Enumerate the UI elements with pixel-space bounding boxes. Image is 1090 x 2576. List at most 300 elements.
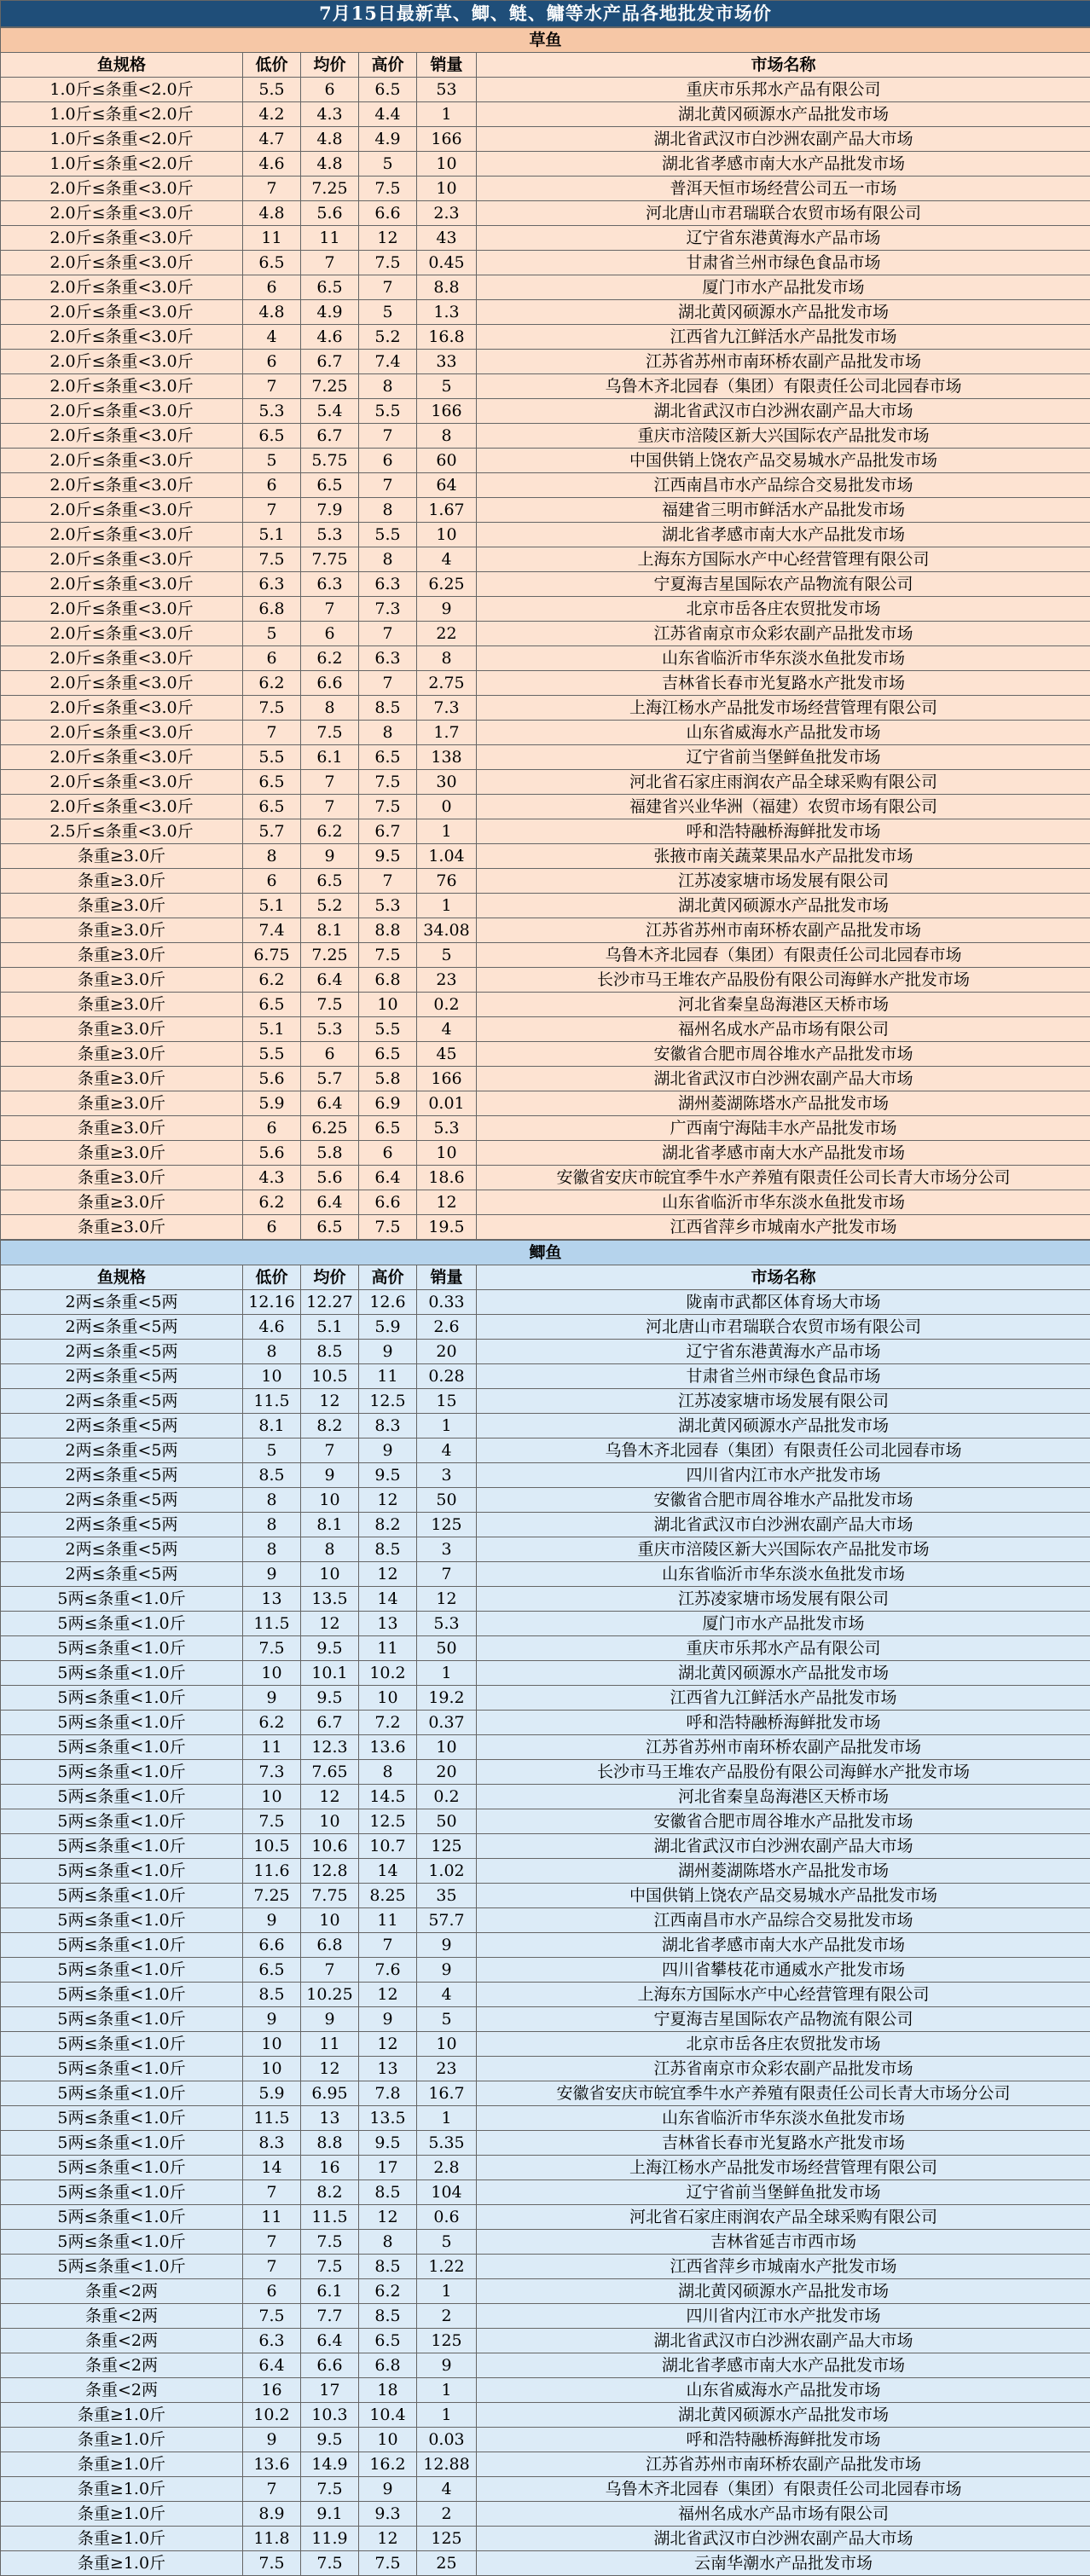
table-row bbox=[1, 671, 1090, 696]
table-row bbox=[1, 2353, 1090, 2378]
avg-price-cell: 11 bbox=[301, 226, 359, 251]
table-row bbox=[1, 1463, 1090, 1488]
high-price-cell: 5.5 bbox=[359, 399, 417, 424]
market-name-cell: 辽宁省东港黄海水产品市场 bbox=[477, 1340, 1090, 1364]
col-header-avg: 均价 bbox=[301, 1265, 359, 1290]
market-name-cell: 湖北省孝感市南大水产品批发市场 bbox=[477, 1933, 1090, 1958]
market-name-cell: 河北省石家庄雨润农产品全球采购有限公司 bbox=[477, 2205, 1090, 2230]
market-name-cell: 安徽省合肥市周谷堆水产品批发市场 bbox=[477, 1042, 1090, 1067]
spec-cell: 2两≤条重<5两 bbox=[1, 1463, 243, 1488]
col-header-high: 高价 bbox=[359, 53, 417, 78]
volume-cell: 5 bbox=[417, 943, 477, 968]
avg-price-cell: 11.5 bbox=[301, 2205, 359, 2230]
high-price-cell: 6.5 bbox=[359, 2329, 417, 2353]
avg-price-cell: 5.8 bbox=[301, 1141, 359, 1166]
low-price-cell: 6.2 bbox=[243, 968, 301, 993]
market-name-cell: 安徽省安庆市皖宜季牛水产养殖有限责任公司长青大市场分公司 bbox=[477, 1166, 1090, 1190]
avg-price-cell: 8.1 bbox=[301, 1513, 359, 1537]
spec-cell: 5两≤条重<1.0斤 bbox=[1, 1834, 243, 1859]
low-price-cell: 5.5 bbox=[243, 745, 301, 770]
low-price-cell: 8.3 bbox=[243, 2131, 301, 2156]
volume-cell: 125 bbox=[417, 2527, 477, 2551]
volume-cell: 19.5 bbox=[417, 1215, 477, 1240]
spec-cell: 2.0斤≤条重<3.0斤 bbox=[1, 449, 243, 473]
spec-cell: 5两≤条重<1.0斤 bbox=[1, 1661, 243, 1686]
volume-cell: 1 bbox=[417, 894, 477, 918]
avg-price-cell: 9.5 bbox=[301, 1636, 359, 1661]
spec-cell: 2两≤条重<5两 bbox=[1, 1389, 243, 1414]
volume-cell: 0.2 bbox=[417, 993, 477, 1017]
low-price-cell: 7.5 bbox=[243, 696, 301, 721]
spec-cell: 条重≥1.0斤 bbox=[1, 2428, 243, 2452]
volume-cell: 1.04 bbox=[417, 844, 477, 869]
table-row bbox=[1, 523, 1090, 547]
table-row bbox=[1, 177, 1090, 201]
volume-cell: 0 bbox=[417, 795, 477, 819]
spec-cell: 2两≤条重<5两 bbox=[1, 1513, 243, 1537]
low-price-cell: 6.2 bbox=[243, 671, 301, 696]
avg-price-cell: 10 bbox=[301, 1488, 359, 1513]
high-price-cell: 6 bbox=[359, 1141, 417, 1166]
table-row bbox=[1, 2032, 1090, 2057]
table-row bbox=[1, 1612, 1090, 1636]
low-price-cell: 6 bbox=[243, 1215, 301, 1240]
spec-cell: 条重<2两 bbox=[1, 2329, 243, 2353]
spec-cell: 2两≤条重<5两 bbox=[1, 1439, 243, 1463]
spec-cell: 2.0斤≤条重<3.0斤 bbox=[1, 473, 243, 498]
table-row bbox=[1, 844, 1090, 869]
low-price-cell: 8.5 bbox=[243, 1983, 301, 2007]
volume-cell: 2.75 bbox=[417, 671, 477, 696]
high-price-cell: 8 bbox=[359, 1760, 417, 1785]
high-price-cell: 10.2 bbox=[359, 1661, 417, 1686]
spec-cell: 2.0斤≤条重<3.0斤 bbox=[1, 498, 243, 523]
market-name-cell: 湖北省武汉市白沙洲农副产品大市场 bbox=[477, 2329, 1090, 2353]
avg-price-cell: 6.7 bbox=[301, 350, 359, 374]
avg-price-cell: 6.4 bbox=[301, 1190, 359, 1215]
market-name-cell: 云南华潮水产品批发市场 bbox=[477, 2551, 1090, 2576]
spec-cell: 1.0斤≤条重<2.0斤 bbox=[1, 127, 243, 152]
low-price-cell: 7 bbox=[243, 177, 301, 201]
title-row bbox=[1, 1, 1090, 27]
volume-cell: 12 bbox=[417, 1587, 477, 1612]
avg-price-cell: 7 bbox=[301, 795, 359, 819]
spec-cell: 1.0斤≤条重<2.0斤 bbox=[1, 102, 243, 127]
volume-cell: 10 bbox=[417, 1141, 477, 1166]
table-row bbox=[1, 770, 1090, 795]
volume-cell: 10 bbox=[417, 2032, 477, 2057]
section-table-carp bbox=[0, 1240, 1090, 2576]
table-row bbox=[1, 894, 1090, 918]
spec-cell: 5两≤条重<1.0斤 bbox=[1, 2032, 243, 2057]
avg-price-cell: 7.5 bbox=[301, 993, 359, 1017]
high-price-cell: 17 bbox=[359, 2156, 417, 2180]
high-price-cell: 8.5 bbox=[359, 1537, 417, 1562]
market-name-cell: 湖北黄冈硕源水产品批发市场 bbox=[477, 2279, 1090, 2304]
market-name-cell: 河北省石家庄雨润农产品全球采购有限公司 bbox=[477, 770, 1090, 795]
table-row bbox=[1, 1636, 1090, 1661]
volume-cell: 0.28 bbox=[417, 1364, 477, 1389]
low-price-cell: 7.5 bbox=[243, 1636, 301, 1661]
table-row bbox=[1, 350, 1090, 374]
spec-cell: 5两≤条重<1.0斤 bbox=[1, 2057, 243, 2081]
table-row bbox=[1, 943, 1090, 968]
avg-price-cell: 7.65 bbox=[301, 1760, 359, 1785]
low-price-cell: 10.2 bbox=[243, 2403, 301, 2428]
spec-cell: 5两≤条重<1.0斤 bbox=[1, 1983, 243, 2007]
low-price-cell: 7 bbox=[243, 2255, 301, 2279]
market-name-cell: 甘肃省兰州市绿色食品市场 bbox=[477, 251, 1090, 275]
high-price-cell: 6.2 bbox=[359, 2279, 417, 2304]
spec-cell: 条重≥3.0斤 bbox=[1, 993, 243, 1017]
volume-cell: 10 bbox=[417, 177, 477, 201]
avg-price-cell: 7.5 bbox=[301, 721, 359, 745]
volume-cell: 5.35 bbox=[417, 2131, 477, 2156]
spec-cell: 5两≤条重<1.0斤 bbox=[1, 2007, 243, 2032]
avg-price-cell: 5.1 bbox=[301, 1315, 359, 1340]
spec-cell: 2.0斤≤条重<3.0斤 bbox=[1, 523, 243, 547]
section-table-grass bbox=[0, 27, 1090, 1240]
high-price-cell: 6.9 bbox=[359, 1091, 417, 1116]
high-price-cell: 8.5 bbox=[359, 2304, 417, 2329]
avg-price-cell: 8.2 bbox=[301, 1414, 359, 1439]
low-price-cell: 4.2 bbox=[243, 102, 301, 127]
low-price-cell: 9 bbox=[243, 1562, 301, 1587]
avg-price-cell: 6 bbox=[301, 78, 359, 102]
spec-cell: 条重≥3.0斤 bbox=[1, 844, 243, 869]
volume-cell: 12.88 bbox=[417, 2452, 477, 2477]
spec-cell: 5两≤条重<1.0斤 bbox=[1, 2255, 243, 2279]
avg-price-cell: 4.3 bbox=[301, 102, 359, 127]
table-row bbox=[1, 646, 1090, 671]
market-name-cell: 山东省临沂市华东淡水鱼批发市场 bbox=[477, 1190, 1090, 1215]
high-price-cell: 14 bbox=[359, 1859, 417, 1884]
table-row bbox=[1, 869, 1090, 894]
low-price-cell: 4.8 bbox=[243, 300, 301, 325]
table-row bbox=[1, 300, 1090, 325]
avg-price-cell: 10.1 bbox=[301, 1661, 359, 1686]
avg-price-cell: 7 bbox=[301, 251, 359, 275]
avg-price-cell: 9.5 bbox=[301, 1686, 359, 1711]
low-price-cell: 5.9 bbox=[243, 1091, 301, 1116]
volume-cell: 0.03 bbox=[417, 2428, 477, 2452]
avg-price-cell: 8 bbox=[301, 696, 359, 721]
market-name-cell: 湖北省武汉市白沙洲农副产品大市场 bbox=[477, 1834, 1090, 1859]
spec-cell: 2.0斤≤条重<3.0斤 bbox=[1, 300, 243, 325]
spec-cell: 5两≤条重<1.0斤 bbox=[1, 1958, 243, 1983]
market-name-cell: 江西南昌市水产品综合交易批发市场 bbox=[477, 1908, 1090, 1933]
table-row bbox=[1, 1933, 1090, 1958]
low-price-cell: 7 bbox=[243, 498, 301, 523]
avg-price-cell: 9.1 bbox=[301, 2502, 359, 2527]
high-price-cell: 10 bbox=[359, 2428, 417, 2452]
high-price-cell: 4.9 bbox=[359, 127, 417, 152]
spec-cell: 2.0斤≤条重<3.0斤 bbox=[1, 275, 243, 300]
low-price-cell: 6.5 bbox=[243, 770, 301, 795]
table-row bbox=[1, 1983, 1090, 2007]
high-price-cell: 7.5 bbox=[359, 795, 417, 819]
market-name-cell: 厦门市水产品批发市场 bbox=[477, 275, 1090, 300]
low-price-cell: 6.75 bbox=[243, 943, 301, 968]
avg-price-cell: 8.2 bbox=[301, 2180, 359, 2205]
spec-cell: 2两≤条重<5两 bbox=[1, 1340, 243, 1364]
avg-price-cell: 13.5 bbox=[301, 1587, 359, 1612]
low-price-cell: 8.1 bbox=[243, 1414, 301, 1439]
spec-cell: 5两≤条重<1.0斤 bbox=[1, 1785, 243, 1809]
market-name-cell: 湖州菱湖陈塔水产品批发市场 bbox=[477, 1859, 1090, 1884]
high-price-cell: 6.3 bbox=[359, 572, 417, 597]
avg-price-cell: 7.25 bbox=[301, 177, 359, 201]
table-row bbox=[1, 2428, 1090, 2452]
avg-price-cell: 5.7 bbox=[301, 1067, 359, 1091]
table-row bbox=[1, 473, 1090, 498]
high-price-cell: 6.5 bbox=[359, 1116, 417, 1141]
spec-cell: 2.0斤≤条重<3.0斤 bbox=[1, 770, 243, 795]
volume-cell: 1 bbox=[417, 2106, 477, 2131]
col-header-volume: 销量 bbox=[417, 53, 477, 78]
low-price-cell: 13.6 bbox=[243, 2452, 301, 2477]
table-row bbox=[1, 745, 1090, 770]
avg-price-cell: 4.6 bbox=[301, 325, 359, 350]
market-name-cell: 重庆市涪陵区新大兴国际农产品批发市场 bbox=[477, 424, 1090, 449]
volume-cell: 104 bbox=[417, 2180, 477, 2205]
spec-cell: 2.0斤≤条重<3.0斤 bbox=[1, 251, 243, 275]
low-price-cell: 9 bbox=[243, 1686, 301, 1711]
market-name-cell: 湖州菱湖陈塔水产品批发市场 bbox=[477, 1091, 1090, 1116]
spec-cell: 条重≥3.0斤 bbox=[1, 1141, 243, 1166]
volume-cell: 1 bbox=[417, 1661, 477, 1686]
volume-cell: 50 bbox=[417, 1809, 477, 1834]
market-name-cell: 湖北省孝感市南大水产品批发市场 bbox=[477, 152, 1090, 177]
table-row bbox=[1, 2057, 1090, 2081]
avg-price-cell: 6.4 bbox=[301, 1091, 359, 1116]
market-name-cell: 湖北黄冈硕源水产品批发市场 bbox=[477, 300, 1090, 325]
avg-price-cell: 12 bbox=[301, 1785, 359, 1809]
high-price-cell: 6.3 bbox=[359, 646, 417, 671]
avg-price-cell: 6.4 bbox=[301, 2329, 359, 2353]
avg-price-cell: 11 bbox=[301, 2032, 359, 2057]
low-price-cell: 10 bbox=[243, 1661, 301, 1686]
low-price-cell: 6.5 bbox=[243, 993, 301, 1017]
table-row bbox=[1, 622, 1090, 646]
low-price-cell: 7.3 bbox=[243, 1760, 301, 1785]
spec-cell: 条重≥1.0斤 bbox=[1, 2403, 243, 2428]
table-row bbox=[1, 1166, 1090, 1190]
avg-price-cell: 8.5 bbox=[301, 1340, 359, 1364]
low-price-cell: 5 bbox=[243, 622, 301, 646]
low-price-cell: 6 bbox=[243, 473, 301, 498]
volume-cell: 64 bbox=[417, 473, 477, 498]
market-name-cell: 辽宁省东港黄海水产品市场 bbox=[477, 226, 1090, 251]
low-price-cell: 11.8 bbox=[243, 2527, 301, 2551]
volume-cell: 23 bbox=[417, 2057, 477, 2081]
table-row bbox=[1, 1439, 1090, 1463]
high-price-cell: 8.5 bbox=[359, 2180, 417, 2205]
avg-price-cell: 7.5 bbox=[301, 2255, 359, 2279]
market-name-cell: 北京市岳各庄农贸批发市场 bbox=[477, 597, 1090, 622]
avg-price-cell: 6.7 bbox=[301, 424, 359, 449]
market-name-cell: 重庆市乐邦水产品有限公司 bbox=[477, 78, 1090, 102]
market-name-cell: 重庆市乐邦水产品有限公司 bbox=[477, 1636, 1090, 1661]
spec-cell: 2.0斤≤条重<3.0斤 bbox=[1, 671, 243, 696]
spec-cell: 2.0斤≤条重<3.0斤 bbox=[1, 226, 243, 251]
volume-cell: 9 bbox=[417, 2353, 477, 2378]
spec-cell: 5两≤条重<1.0斤 bbox=[1, 2156, 243, 2180]
table-row bbox=[1, 2329, 1090, 2353]
market-name-cell: 湖北省孝感市南大水产品批发市场 bbox=[477, 2353, 1090, 2378]
table-row bbox=[1, 1562, 1090, 1587]
low-price-cell: 7 bbox=[243, 721, 301, 745]
table-row bbox=[1, 2304, 1090, 2329]
spec-cell: 2.0斤≤条重<3.0斤 bbox=[1, 399, 243, 424]
volume-cell: 1 bbox=[417, 2279, 477, 2304]
spec-cell: 1.0斤≤条重<2.0斤 bbox=[1, 152, 243, 177]
market-name-cell: 山东省临沂市华东淡水鱼批发市场 bbox=[477, 2106, 1090, 2131]
market-name-cell: 安徽省合肥市周谷堆水产品批发市场 bbox=[477, 1488, 1090, 1513]
table-row bbox=[1, 325, 1090, 350]
volume-cell: 9 bbox=[417, 597, 477, 622]
table-row bbox=[1, 2403, 1090, 2428]
spec-cell: 2.5斤≤条重<3.0斤 bbox=[1, 819, 243, 844]
spec-cell: 5两≤条重<1.0斤 bbox=[1, 2131, 243, 2156]
high-price-cell: 7 bbox=[359, 473, 417, 498]
high-price-cell: 16.2 bbox=[359, 2452, 417, 2477]
market-name-cell: 山东省临沂市华东淡水鱼批发市场 bbox=[477, 646, 1090, 671]
high-price-cell: 9.5 bbox=[359, 1463, 417, 1488]
market-name-cell: 张掖市南关蔬菜果品水产品批发市场 bbox=[477, 844, 1090, 869]
column-header-row bbox=[1, 1265, 1090, 1290]
table-row bbox=[1, 2255, 1090, 2279]
table-row bbox=[1, 1661, 1090, 1686]
spec-cell: 2.0斤≤条重<3.0斤 bbox=[1, 745, 243, 770]
volume-cell: 2.8 bbox=[417, 2156, 477, 2180]
low-price-cell: 8 bbox=[243, 844, 301, 869]
spec-cell: 2.0斤≤条重<3.0斤 bbox=[1, 572, 243, 597]
table-row bbox=[1, 1290, 1090, 1315]
market-name-cell: 江苏省苏州市南环桥农副产品批发市场 bbox=[477, 918, 1090, 943]
high-price-cell: 6.8 bbox=[359, 2353, 417, 2378]
volume-cell: 20 bbox=[417, 1760, 477, 1785]
volume-cell: 0.37 bbox=[417, 1711, 477, 1735]
low-price-cell: 6.5 bbox=[243, 1958, 301, 1983]
spec-cell: 条重<2两 bbox=[1, 2304, 243, 2329]
low-price-cell: 10 bbox=[243, 1785, 301, 1809]
low-price-cell: 9 bbox=[243, 2007, 301, 2032]
avg-price-cell: 7.75 bbox=[301, 1884, 359, 1908]
spec-cell: 条重≥1.0斤 bbox=[1, 2452, 243, 2477]
high-price-cell: 12 bbox=[359, 2032, 417, 2057]
high-price-cell: 12.5 bbox=[359, 1809, 417, 1834]
avg-price-cell: 4.9 bbox=[301, 300, 359, 325]
avg-price-cell: 7 bbox=[301, 770, 359, 795]
spec-cell: 条重≥1.0斤 bbox=[1, 2551, 243, 2576]
avg-price-cell: 7.7 bbox=[301, 2304, 359, 2329]
low-price-cell: 5.5 bbox=[243, 78, 301, 102]
market-name-cell: 江西南昌市水产品综合交易批发市场 bbox=[477, 473, 1090, 498]
spec-cell: 条重≥3.0斤 bbox=[1, 1215, 243, 1240]
low-price-cell: 6 bbox=[243, 2279, 301, 2304]
avg-price-cell: 12.8 bbox=[301, 1859, 359, 1884]
volume-cell: 2.3 bbox=[417, 201, 477, 226]
volume-cell: 9 bbox=[417, 1933, 477, 1958]
high-price-cell: 9 bbox=[359, 1439, 417, 1463]
low-price-cell: 4.7 bbox=[243, 127, 301, 152]
spec-cell: 5两≤条重<1.0斤 bbox=[1, 1711, 243, 1735]
avg-price-cell: 6.25 bbox=[301, 1116, 359, 1141]
avg-price-cell: 9 bbox=[301, 2007, 359, 2032]
low-price-cell: 8 bbox=[243, 1513, 301, 1537]
col-header-spec: 鱼规格 bbox=[1, 1265, 243, 1290]
volume-cell: 2 bbox=[417, 2502, 477, 2527]
low-price-cell: 11 bbox=[243, 2205, 301, 2230]
market-name-cell: 陇南市武都区体育场大市场 bbox=[477, 1290, 1090, 1315]
market-name-cell: 江西省萍乡市城南水产批发市场 bbox=[477, 2255, 1090, 2279]
table-row bbox=[1, 1809, 1090, 1834]
table-row bbox=[1, 547, 1090, 572]
table-row bbox=[1, 2527, 1090, 2551]
low-price-cell: 6.6 bbox=[243, 1933, 301, 1958]
market-name-cell: 呼和浩特融桥海鲜批发市场 bbox=[477, 2428, 1090, 2452]
volume-cell: 30 bbox=[417, 770, 477, 795]
low-price-cell: 6.5 bbox=[243, 795, 301, 819]
volume-cell: 15 bbox=[417, 1389, 477, 1414]
market-name-cell: 福建省兴业华洲（福建）农贸市场有限公司 bbox=[477, 795, 1090, 819]
market-name-cell: 河北省秦皇岛海港区天桥市场 bbox=[477, 1785, 1090, 1809]
volume-cell: 125 bbox=[417, 1834, 477, 1859]
low-price-cell: 7.5 bbox=[243, 547, 301, 572]
table-row bbox=[1, 2502, 1090, 2527]
high-price-cell: 8 bbox=[359, 2230, 417, 2255]
high-price-cell: 11 bbox=[359, 1364, 417, 1389]
table-row bbox=[1, 597, 1090, 622]
spec-cell: 2.0斤≤条重<3.0斤 bbox=[1, 201, 243, 226]
table-row bbox=[1, 424, 1090, 449]
high-price-cell: 7.6 bbox=[359, 1958, 417, 1983]
spec-cell: 2两≤条重<5两 bbox=[1, 1488, 243, 1513]
table-row bbox=[1, 795, 1090, 819]
avg-price-cell: 10.6 bbox=[301, 1834, 359, 1859]
avg-price-cell: 6.5 bbox=[301, 1215, 359, 1240]
volume-cell: 20 bbox=[417, 1340, 477, 1364]
market-name-cell: 江西省九江鲜活水产品批发市场 bbox=[477, 325, 1090, 350]
high-price-cell: 5 bbox=[359, 152, 417, 177]
low-price-cell: 6.2 bbox=[243, 1711, 301, 1735]
volume-cell: 125 bbox=[417, 1513, 477, 1537]
market-name-cell: 江苏省苏州市南环桥农副产品批发市场 bbox=[477, 1735, 1090, 1760]
low-price-cell: 10 bbox=[243, 2032, 301, 2057]
avg-price-cell: 7.5 bbox=[301, 2230, 359, 2255]
spec-cell: 条重≥3.0斤 bbox=[1, 1190, 243, 1215]
volume-cell: 166 bbox=[417, 1067, 477, 1091]
avg-price-cell: 16 bbox=[301, 2156, 359, 2180]
table-row bbox=[1, 1091, 1090, 1116]
table-row bbox=[1, 1587, 1090, 1612]
high-price-cell: 10 bbox=[359, 993, 417, 1017]
low-price-cell: 4.6 bbox=[243, 152, 301, 177]
volume-cell: 8 bbox=[417, 424, 477, 449]
low-price-cell: 6.5 bbox=[243, 424, 301, 449]
table-row bbox=[1, 1834, 1090, 1859]
table-row bbox=[1, 2279, 1090, 2304]
market-name-cell: 中国供销上饶农产品交易城水产品批发市场 bbox=[477, 449, 1090, 473]
high-price-cell: 7.8 bbox=[359, 2081, 417, 2106]
avg-price-cell: 6.95 bbox=[301, 2081, 359, 2106]
spec-cell: 5两≤条重<1.0斤 bbox=[1, 1760, 243, 1785]
volume-cell: 1.3 bbox=[417, 300, 477, 325]
volume-cell: 12 bbox=[417, 1190, 477, 1215]
market-name-cell: 长沙市马王堆农产品股份有限公司海鲜水产批发市场 bbox=[477, 968, 1090, 993]
spec-cell: 条重≥3.0斤 bbox=[1, 943, 243, 968]
